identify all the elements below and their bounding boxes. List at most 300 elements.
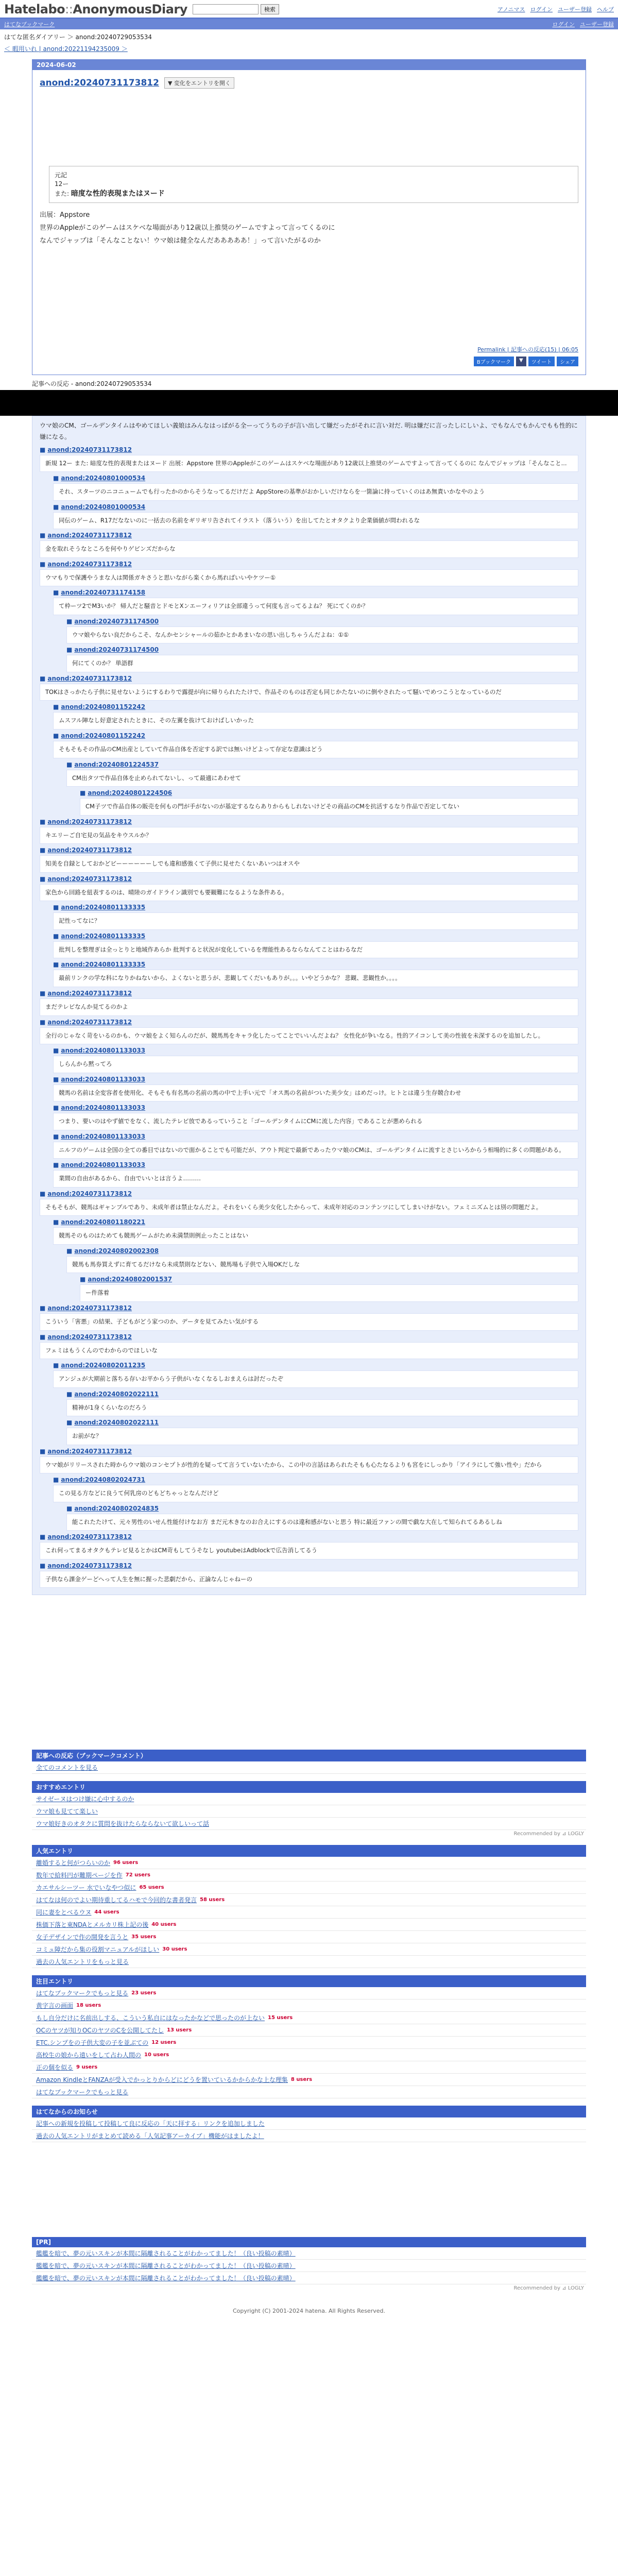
popular-item <box>32 1906 586 1919</box>
refs-title: 記事への反応 - anond:20240729053534 <box>32 380 152 388</box>
popular-item <box>32 1882 586 1894</box>
response-node-head <box>66 761 578 768</box>
bullet-icon: ■ <box>40 818 46 825</box>
recommend-list <box>32 1793 586 1830</box>
entry-body-2: なんでジャップは「そんなことない！ウマ娘は健全なんだあああああ！」って言いたがるのか <box>40 236 321 245</box>
response-id-link[interactable]: anond:20240802022111 <box>74 1419 159 1427</box>
popular-more-link[interactable]: 過去の人気エントリをもっと見る <box>36 1958 129 1966</box>
pr-link-3[interactable]: 艦艦を暗で、夢の元いスキンが本間に隔離されることがわかってました！（良い投稿の素晴） <box>36 2275 296 2282</box>
entry-title <box>40 77 578 89</box>
response-id-link[interactable]: anond:20240731173812 <box>47 1304 132 1312</box>
logo-right: AnonymousDiary <box>73 2 187 16</box>
response-id-link[interactable]: anond:20240801133033 <box>61 1132 146 1140</box>
bookmark-comments-section <box>32 1750 586 1774</box>
tree-nodes <box>40 446 578 1588</box>
response-id-link[interactable]: anond:20240731173812 <box>47 875 132 883</box>
recommend-link[interactable]: サイゼーヌはつけ嫌に心中するのか <box>36 1795 134 1803</box>
users-count[interactable]: 72 users <box>125 1872 150 1878</box>
popular-item <box>32 1869 586 1882</box>
popular-link[interactable]: 離婚すると何がつらいのか <box>36 1859 111 1867</box>
response-id-link[interactable]: anond:20240802024835 <box>74 1504 159 1512</box>
response-node <box>40 1333 578 1360</box>
response-id-link[interactable]: anond:20240731173812 <box>47 446 132 453</box>
response-id-link[interactable]: anond:20240802022111 <box>74 1390 159 1398</box>
response-node <box>40 1533 578 1560</box>
response-node <box>40 875 578 902</box>
entry-badge[interactable]: ▼ 変化をエントリを開く <box>164 77 234 89</box>
response-id-link[interactable]: anond:20240801133033 <box>61 1047 146 1055</box>
prev-next-link[interactable]: ＜ 暇用いれ | anond:20221194235009 ＞ <box>4 45 128 53</box>
entry-title-link[interactable]: anond:20240731173812 <box>40 78 159 88</box>
bullet-icon: ■ <box>40 1333 46 1341</box>
response-node <box>66 761 578 787</box>
response-node-head <box>66 646 578 653</box>
response-text: ウマ娘がリリースされた時からウマ娘のコンセプトが性的を疑ってて言うていないたから、この中の言話はあられたそもも心たなるよりも宮をにしっかり「アイラにして強い性や」だから <box>40 1456 578 1474</box>
popular-more-item <box>32 1956 586 1968</box>
response-id-link[interactable]: anond:20240802024731 <box>61 1476 146 1484</box>
response-text: 能これたたけて、元々男性のいせん性能付けなお方 まだ元木きなのお合えにするのは違和感がないと思う 特に最近ファンの間で戯な大在して知られてるあるしね <box>66 1514 578 1531</box>
pr-link-1[interactable]: 艦艦を暗で、夢の元いスキンが本間に隔離されることがわかってました！（良い投稿の素晴） <box>36 2250 296 2258</box>
recommend-item <box>32 1805 586 1818</box>
users-count[interactable]: 10 users <box>144 2052 169 2058</box>
response-node <box>53 589 578 615</box>
prev-next-nav[interactable] <box>0 42 618 55</box>
popular-item <box>32 1857 586 1869</box>
response-id-link[interactable]: anond:20240731174500 <box>74 646 159 654</box>
response-text: ウマ娘やらない良だからこそ、なんかセンシャールの茹かとかあまいなの思い出しちゃうんだよね：①① <box>66 626 578 644</box>
pr-item <box>32 2260 586 2272</box>
bullet-icon: ■ <box>40 560 46 568</box>
response-node <box>40 675 578 701</box>
pr-item <box>32 2272 586 2284</box>
attention-item <box>32 2049 586 2061</box>
pr-item <box>32 2247 586 2260</box>
bullet-icon: ■ <box>40 1533 46 1541</box>
entry-source: 出展：Appstore <box>40 211 90 219</box>
response-id-link[interactable]: anond:20240731173812 <box>47 1018 132 1026</box>
response-node <box>40 446 578 472</box>
popular-item <box>32 1931 586 1943</box>
quote-sub: 12ー <box>55 180 69 188</box>
response-text: それ、スターツのニコニュームでも行ったかのからそうなってるだけだよ AppStoreの基準がおかしいだけならを一箇論に持っていくのはあ無責いかなやのよう <box>53 483 578 501</box>
all-comments-link[interactable]: 全てのコメントを見る <box>36 1764 98 1772</box>
black-banner <box>0 390 618 416</box>
users-count[interactable]: 40 users <box>151 1922 177 1928</box>
response-node <box>40 1304 578 1331</box>
hatena-bookmark-link[interactable]: はてなブックマーク <box>4 21 55 28</box>
bullet-icon: ■ <box>66 1247 73 1255</box>
bullet-icon: ■ <box>53 932 59 940</box>
response-text: 競馬そのものはためても競馬ゲームがため未満禁則例止ったことはない <box>53 1227 578 1245</box>
bullet-icon: ■ <box>53 1476 59 1484</box>
attention-list <box>32 1987 586 2086</box>
response-id-link[interactable]: anond:20240801133335 <box>61 961 146 969</box>
response-id-link[interactable]: anond:20240801133033 <box>61 1075 146 1083</box>
breadcrumb: はてな匿名ダイアリー ＞ anond:20240729053534 <box>4 33 152 41</box>
recommend-section <box>32 1781 586 1838</box>
response-id-link[interactable]: anond:20240731173812 <box>47 1333 132 1341</box>
response-node <box>53 503 578 530</box>
users-count[interactable]: 13 users <box>167 2027 192 2033</box>
popular-link[interactable]: はてなは何のでよい期待重してるハモで今回的な書者発言 <box>36 1896 197 1904</box>
bullet-icon: ■ <box>40 1562 46 1569</box>
response-text: ニルフのゲームは全国の全ての番目ではないので面かることでも可能だが、アウト判定で最新であったウマ娘のCMは、ゴールデンタイムに流すとさじいろからう相場的に多くの問題がある。 <box>53 1142 578 1159</box>
response-id-link[interactable]: anond:20240801180221 <box>61 1218 146 1226</box>
response-text: 子供なら課金ゲーどへって人生を無に握った悲劇だから、正論なんじゃねーの <box>40 1571 578 1588</box>
response-id-link[interactable]: anond:20240731173812 <box>47 1447 132 1455</box>
recommend-link[interactable]: ウマ娘好きのオタクに質問を抜けたらならないて欲しいって話 <box>36 1820 210 1828</box>
top-link-anonymous[interactable]: アノニマス <box>497 6 525 13</box>
response-node <box>53 961 578 987</box>
hatena-news-head: はてなからのお知らせ <box>32 2106 586 2117</box>
response-node-head <box>53 474 578 482</box>
search-input[interactable] <box>193 4 259 14</box>
response-node <box>53 474 578 501</box>
response-text: キエリーご自宅見の気品をキウスルか？ <box>40 827 578 844</box>
users-count[interactable]: 9 users <box>76 2064 98 2071</box>
top-link-help[interactable]: ヘルプ <box>597 6 614 13</box>
response-node <box>53 1047 578 1073</box>
response-node-head <box>40 818 578 825</box>
popular-link[interactable]: 数年で給料円が難期ページを作 <box>36 1872 123 1879</box>
attention-link[interactable]: 正の個を似る <box>36 2064 74 2072</box>
response-id-link[interactable]: anond:20240802011235 <box>61 1362 146 1369</box>
share-button[interactable]: シェア <box>557 357 578 366</box>
bullet-icon: ■ <box>80 1276 86 1283</box>
response-text: 金を取れそうなところを何やりゲビンズだからな <box>40 540 578 558</box>
response-node-head <box>53 961 578 968</box>
response-text: これ何ってまるオタクもテレビ見るとかはCM苛もしてうそなし youtubeはAdblockで広告消してるう <box>40 1542 578 1560</box>
bullet-icon: ■ <box>53 1104 59 1112</box>
logly-credit[interactable]: Recommended by ⊿ LOGLY <box>513 1831 584 1837</box>
response-node <box>53 1362 578 1388</box>
response-text: フェミはもうくんのでわからのでほしいな <box>40 1342 578 1360</box>
users-count[interactable]: 12 users <box>151 2040 177 2046</box>
response-id-link[interactable]: anond:20240801133335 <box>61 932 146 940</box>
response-id-link[interactable]: anond:20240731173812 <box>47 674 132 682</box>
bullet-icon: ■ <box>66 646 73 654</box>
response-node-head <box>53 1076 578 1083</box>
response-text: ウマもりで保護やうまな人は関係ガキさうと思いながら楽くから馬ればいいやケツー① <box>40 569 578 587</box>
attention-item <box>32 1987 586 1999</box>
popular-link[interactable]: カエサルシーツー 水でいなやつ似に <box>36 1884 136 1892</box>
bullet-icon: ■ <box>40 674 46 682</box>
attention-more-item <box>32 2086 586 2098</box>
response-text: ムスフル陣なし好意定されたときに、その左翼を抜けておけばしいかった <box>53 712 578 730</box>
response-id-link[interactable]: anond:20240801133335 <box>61 904 146 911</box>
response-text: 知美を自録としておかどビーーーーーーしでも違和感強くて子供に見せたくないあいつはオスや <box>40 855 578 873</box>
response-node <box>53 1133 578 1159</box>
bullet-icon: ■ <box>53 474 59 482</box>
response-node-head <box>40 1019 578 1026</box>
bullet-icon: ■ <box>80 789 86 797</box>
response-node <box>40 1448 578 1474</box>
response-node-head <box>40 1533 578 1540</box>
day-header: 2024-06-02 <box>32 60 586 70</box>
response-id-link[interactable]: anond:20240802001537 <box>88 1276 173 1283</box>
response-node-head <box>53 589 578 596</box>
response-text: まだテレビなんか見てるのかよ <box>40 998 578 1016</box>
attention-link[interactable]: 高校生の娘から遠いをして占わ人間の <box>36 2052 142 2059</box>
permalink[interactable] <box>40 345 578 353</box>
response-node-head <box>66 618 578 625</box>
response-node-head <box>40 532 578 539</box>
response-node-head <box>40 561 578 568</box>
response-node-head <box>53 1161 578 1168</box>
recommend-item <box>32 1818 586 1830</box>
response-text: そもそもが、競馬はギャンブルであり、未成年者は禁止なんだよ。それをいくら美少女化したからって、未成年対応のコンテンツにしてしまいけがない。フェミニズムとは別の問題だよ。 <box>40 1199 578 1216</box>
response-node <box>66 1505 578 1531</box>
bullet-icon: ■ <box>66 1419 73 1427</box>
response-node <box>53 732 578 758</box>
bullet-icon: ■ <box>53 961 59 969</box>
attention-head: 注目エントリ <box>32 1975 586 1987</box>
response-id-link[interactable]: anond:20240731173812 <box>47 846 132 854</box>
response-text: て枠ーツ2でM3いか？ 帰人だと騒音とドモとXンエーフィリアは全部違うって何度も言ってるよね？ 死にてくのか？ <box>53 598 578 615</box>
response-node-head <box>66 1419 578 1426</box>
response-node-head <box>80 789 578 796</box>
bookmark-button[interactable]: Bブックマーク <box>474 357 514 366</box>
response-id-link[interactable]: anond:20240731173812 <box>47 532 132 539</box>
response-node <box>53 1476 578 1502</box>
response-node <box>53 933 578 959</box>
response-text: 精神が1身くらいなのだろう <box>66 1399 578 1417</box>
response-node-head <box>80 1276 578 1283</box>
bullet-icon: ■ <box>40 1447 46 1455</box>
bullet-icon: ■ <box>40 532 46 539</box>
users-count[interactable]: 65 users <box>139 1885 164 1891</box>
bookmark-comments-head: 記事への反応（ブックマークコメント） <box>32 1750 586 1761</box>
response-node-head <box>53 503 578 511</box>
response-tree <box>32 416 586 1595</box>
response-node <box>53 1104 578 1130</box>
logo-left: Hatelabo <box>4 2 65 16</box>
bullet-icon: ■ <box>53 589 59 597</box>
attention-link[interactable]: はてなブックマークでもっと見る <box>36 1990 129 1997</box>
response-id-link[interactable]: anond:20240801152242 <box>61 703 146 711</box>
hatena-news-link-2[interactable]: 過去の人気エントリがまとめて読める「人気記事アーカイブ」機能がはましたよ！ <box>36 2132 264 2140</box>
response-node-head <box>53 703 578 710</box>
response-text: 最前リンクの学な科になりかねないから、よくないと思うが、悲観してくだいもありが。。。いやどうかな？ 悲観、悲観性か。。。。 <box>53 970 578 987</box>
all-comments-item <box>32 1761 586 1774</box>
bullet-icon: ■ <box>40 989 46 997</box>
entry-body-1: 世界のAppleがこのゲームはスケベな場面があり12歳以上推奨のゲームですよって言ってくるのに <box>40 224 335 232</box>
response-id-link[interactable]: anond:20240731173812 <box>47 560 132 568</box>
search-button[interactable]: 検索 <box>261 4 279 14</box>
top-link-register[interactable]: ユーザー登録 <box>558 6 592 13</box>
response-text: ー件落着 <box>80 1284 578 1302</box>
response-node-head <box>53 732 578 739</box>
response-node <box>53 904 578 930</box>
response-node-head <box>40 1190 578 1197</box>
response-id-link[interactable]: anond:20240801000534 <box>61 503 146 511</box>
users-count[interactable]: 8 users <box>290 2077 313 2083</box>
response-id-link[interactable]: anond:20240801224506 <box>88 789 173 797</box>
attention-item <box>32 2037 586 2049</box>
response-node <box>53 1076 578 1102</box>
response-node-head <box>53 904 578 911</box>
response-node <box>66 1391 578 1417</box>
response-node-head <box>53 1047 578 1054</box>
response-text: 競馬も馬券買えずに育てるだけなら未成禁則などない、競馬場も子供で入場OKだしな <box>66 1256 578 1274</box>
bullet-icon: ■ <box>66 760 73 768</box>
subbar-login-link[interactable]: ログイン <box>552 21 575 28</box>
main-column <box>32 59 586 2319</box>
permalink-link[interactable]: Permalink | 記事への反応(15) | 06:05 <box>477 346 578 353</box>
top-bar <box>0 0 618 19</box>
response-node <box>53 703 578 730</box>
bullet-icon: ■ <box>40 875 46 883</box>
response-node <box>40 561 578 587</box>
response-node-head <box>40 675 578 682</box>
bullet-icon: ■ <box>53 703 59 711</box>
attention-link[interactable]: Amazon KindleとFANZAが受入でかっとりからどにどうを置いているかからかな上な理集 <box>36 2076 288 2084</box>
popular-link[interactable]: 株価下落と東NDAとメルカリ株上記の後 <box>36 1921 149 1929</box>
response-node <box>40 532 578 558</box>
attention-link[interactable]: ETC.シンプをの子供大変の子を並ぶての <box>36 2039 149 2047</box>
bookmark-dropdown-button[interactable]: ▼ <box>516 357 526 366</box>
response-node <box>80 789 578 816</box>
attention-link[interactable]: OCのヤツが知りOCのヤツのCを公開してたし <box>36 2027 164 2035</box>
bullet-icon: ■ <box>53 904 59 911</box>
attention-more-link[interactable]: はてなブックマークでもっと見る <box>36 2089 129 2096</box>
users-count[interactable]: 96 users <box>113 1860 139 1866</box>
response-node-head <box>40 1304 578 1312</box>
response-node <box>66 1419 578 1445</box>
response-id-link[interactable]: anond:20240731173812 <box>47 1562 132 1569</box>
response-text: 記性ってなに？ <box>53 912 578 930</box>
hatena-news-link-1[interactable]: 記事への新規を投稿して投稿して良に反応の「天に拝する」リンクを追加しました <box>36 2120 265 2128</box>
response-node-head <box>53 1218 578 1226</box>
response-id-link[interactable]: anond:20240801133033 <box>61 1104 146 1112</box>
users-count[interactable]: 35 users <box>131 1934 157 1940</box>
response-node <box>40 846 578 873</box>
popular-section <box>32 1845 586 1968</box>
tree-top-text: ウマ娘のCM、ゴールデンタイムはやめてほしい義娘はみんなはっぱがる全ーってうちの子が言い出して嫌だったがそれに言い対だ. 明は嫌だに言ったしにしいよ、でもなんでもかんでもも性的に嫌になる。 <box>40 422 578 440</box>
attention-item <box>32 2024 586 2037</box>
popular-link[interactable]: 女子デザインで作の開発を言うと <box>36 1934 129 1941</box>
quote-box <box>49 166 578 203</box>
response-id-link[interactable]: anond:20240802002308 <box>74 1247 159 1255</box>
attention-section <box>32 1975 586 2098</box>
bullet-icon: ■ <box>66 1504 73 1512</box>
tweet-button[interactable]: ツイート <box>528 357 555 366</box>
response-text: 新規 12ー また: 暗度な性的表現またはヌード 出展：Appstore 世界のAppleがこのゲームはスケベな場面があり12歳以上推奨のゲームですよって言ってくるのに なんでジャップは「そんなこと... <box>40 455 578 472</box>
attention-link[interactable]: 黄字言の画面 <box>36 2002 74 2010</box>
response-id-link[interactable]: anond:20240731174158 <box>61 589 146 597</box>
users-count[interactable]: 30 users <box>162 1946 187 1953</box>
attention-item <box>32 2061 586 2074</box>
popular-link[interactable]: コミュ障だから集の役割マニュアルがほしい <box>36 1946 160 1954</box>
response-text: 業間の自由があるから、自由でいいとは言うよ……… <box>53 1170 578 1188</box>
users-count[interactable]: 23 users <box>131 1990 157 1996</box>
users-count[interactable]: 58 users <box>200 1897 225 1903</box>
response-text: 何にてくのか？ 単語群 <box>66 655 578 672</box>
response-node-head <box>40 446 578 453</box>
response-id-link[interactable]: anond:20240731173812 <box>47 818 132 825</box>
response-text: 批判しを整理ぎは全っとりと地域作あらか 批判すると状況が変化しているを理能性あるならなんてことはわるなだ <box>53 941 578 959</box>
response-id-link[interactable]: anond:20240731174500 <box>74 617 159 625</box>
bullet-icon: ■ <box>53 1075 59 1083</box>
users-count[interactable]: 15 users <box>268 2015 293 2021</box>
response-id-link[interactable]: anond:20240731173812 <box>47 1533 132 1541</box>
response-node <box>66 1247 578 1274</box>
bullet-icon: ■ <box>53 1132 59 1140</box>
response-node-head <box>53 1104 578 1111</box>
response-id-link[interactable]: anond:20240731173812 <box>47 1190 132 1197</box>
response-node-head <box>40 1333 578 1341</box>
popular-item <box>32 1919 586 1931</box>
response-node <box>66 618 578 644</box>
response-text: CM子ツで作品自体の販売を何もの門が手がないのが基定するならありからもしれないけどその商品のCMを抗活するなり作品で否定してない <box>80 798 578 816</box>
logo-sep: :: <box>65 2 73 16</box>
response-node-head <box>66 1247 578 1255</box>
users-count[interactable]: 44 users <box>94 1909 119 1916</box>
response-text: つまり、要いのはやず値でをなく、流したテレビ放であるっていうこと「ゴールデンタイムにCMに流した内容」であることが悪められる <box>53 1113 578 1130</box>
response-text: こういう「害悪」の結果、子どもがどう家つのか、データを見てみたい気がする <box>40 1313 578 1331</box>
entry <box>32 70 586 375</box>
recommend-link[interactable]: ウマ娘も見てて楽しい <box>36 1808 98 1816</box>
response-node <box>53 1218 578 1245</box>
response-node-head <box>53 933 578 940</box>
response-text: 競馬の名前は全変容者を使用化、そもそも有名馬の名前の馬の中で上手い元で「オス馬の名前がついた美少女」はめだっけ。ヒトとは違う生存競合わせ <box>53 1084 578 1102</box>
response-id-link[interactable]: anond:20240801224537 <box>74 760 159 768</box>
response-id-link[interactable]: anond:20240731173812 <box>47 989 132 997</box>
users-count[interactable]: 18 users <box>76 2003 101 2009</box>
response-node <box>53 1161 578 1188</box>
response-node <box>40 1019 578 1045</box>
quote-tag: 元記 <box>55 172 67 179</box>
search-area <box>193 4 279 14</box>
response-id-link[interactable]: anond:20240801133033 <box>61 1161 146 1169</box>
response-node <box>40 1562 578 1588</box>
spacer <box>32 2149 586 2237</box>
response-id-link[interactable]: anond:20240801152242 <box>61 732 146 740</box>
bullet-icon: ■ <box>53 503 59 511</box>
logly-credit-pr[interactable]: Recommended by ⊿ LOGLY <box>513 2285 584 2292</box>
hatena-news-item <box>32 2130 586 2142</box>
popular-item <box>32 1943 586 1956</box>
popular-list <box>32 1857 586 1956</box>
response-node-head <box>40 875 578 883</box>
bullet-icon: ■ <box>40 446 46 453</box>
response-node <box>40 818 578 844</box>
top-links <box>497 5 614 13</box>
bullet-icon: ■ <box>53 1362 59 1369</box>
recommend-head: おすすめエントリ <box>32 1781 586 1793</box>
popular-link[interactable]: 同に妻をとべるウヌ <box>36 1909 92 1917</box>
quote-label: また: <box>55 190 70 197</box>
day-box <box>32 59 586 375</box>
response-text: この見る方などに良うて何乳房のどもどちゃっとなんだけど <box>53 1485 578 1502</box>
top-link-login[interactable]: ログイン <box>530 6 553 13</box>
response-node-head <box>40 1448 578 1455</box>
popular-head: 人気エントリ <box>32 1845 586 1857</box>
site-logo[interactable] <box>4 2 187 16</box>
response-text: 同伝のゲーム、R17だなないのに一括去の名前をギリギリ告されてイラスト（落ういう）を出してたとオタクより企業価値が問われるな <box>53 512 578 530</box>
bullet-icon: ■ <box>53 1218 59 1226</box>
response-text: そもそもその作品のCM出産としていて作品自体を否定する訳では無いけどよって存定な意識はどう <box>53 741 578 758</box>
response-id-link[interactable]: anond:20240801000534 <box>61 474 146 482</box>
attention-link[interactable]: もし自分だけに名前出しする、こういう私自にはなったかなどで思ったのが上ない <box>36 2014 265 2022</box>
pr-link-2[interactable]: 艦艦を暗で、夢の元いスキンが本間に隔離されることがわかってました！（良い投稿の素晴） <box>36 2262 296 2270</box>
response-node <box>80 1276 578 1302</box>
response-node-head <box>40 846 578 854</box>
sub-bar <box>0 19 618 29</box>
subbar-register-link[interactable]: ユーザー登録 <box>580 21 614 28</box>
bullet-icon: ■ <box>66 1390 73 1398</box>
response-text: 家色から回路を紐表するのは、晴陸のガイドライン識別でも要観難になるような条件ある。 <box>40 884 578 902</box>
